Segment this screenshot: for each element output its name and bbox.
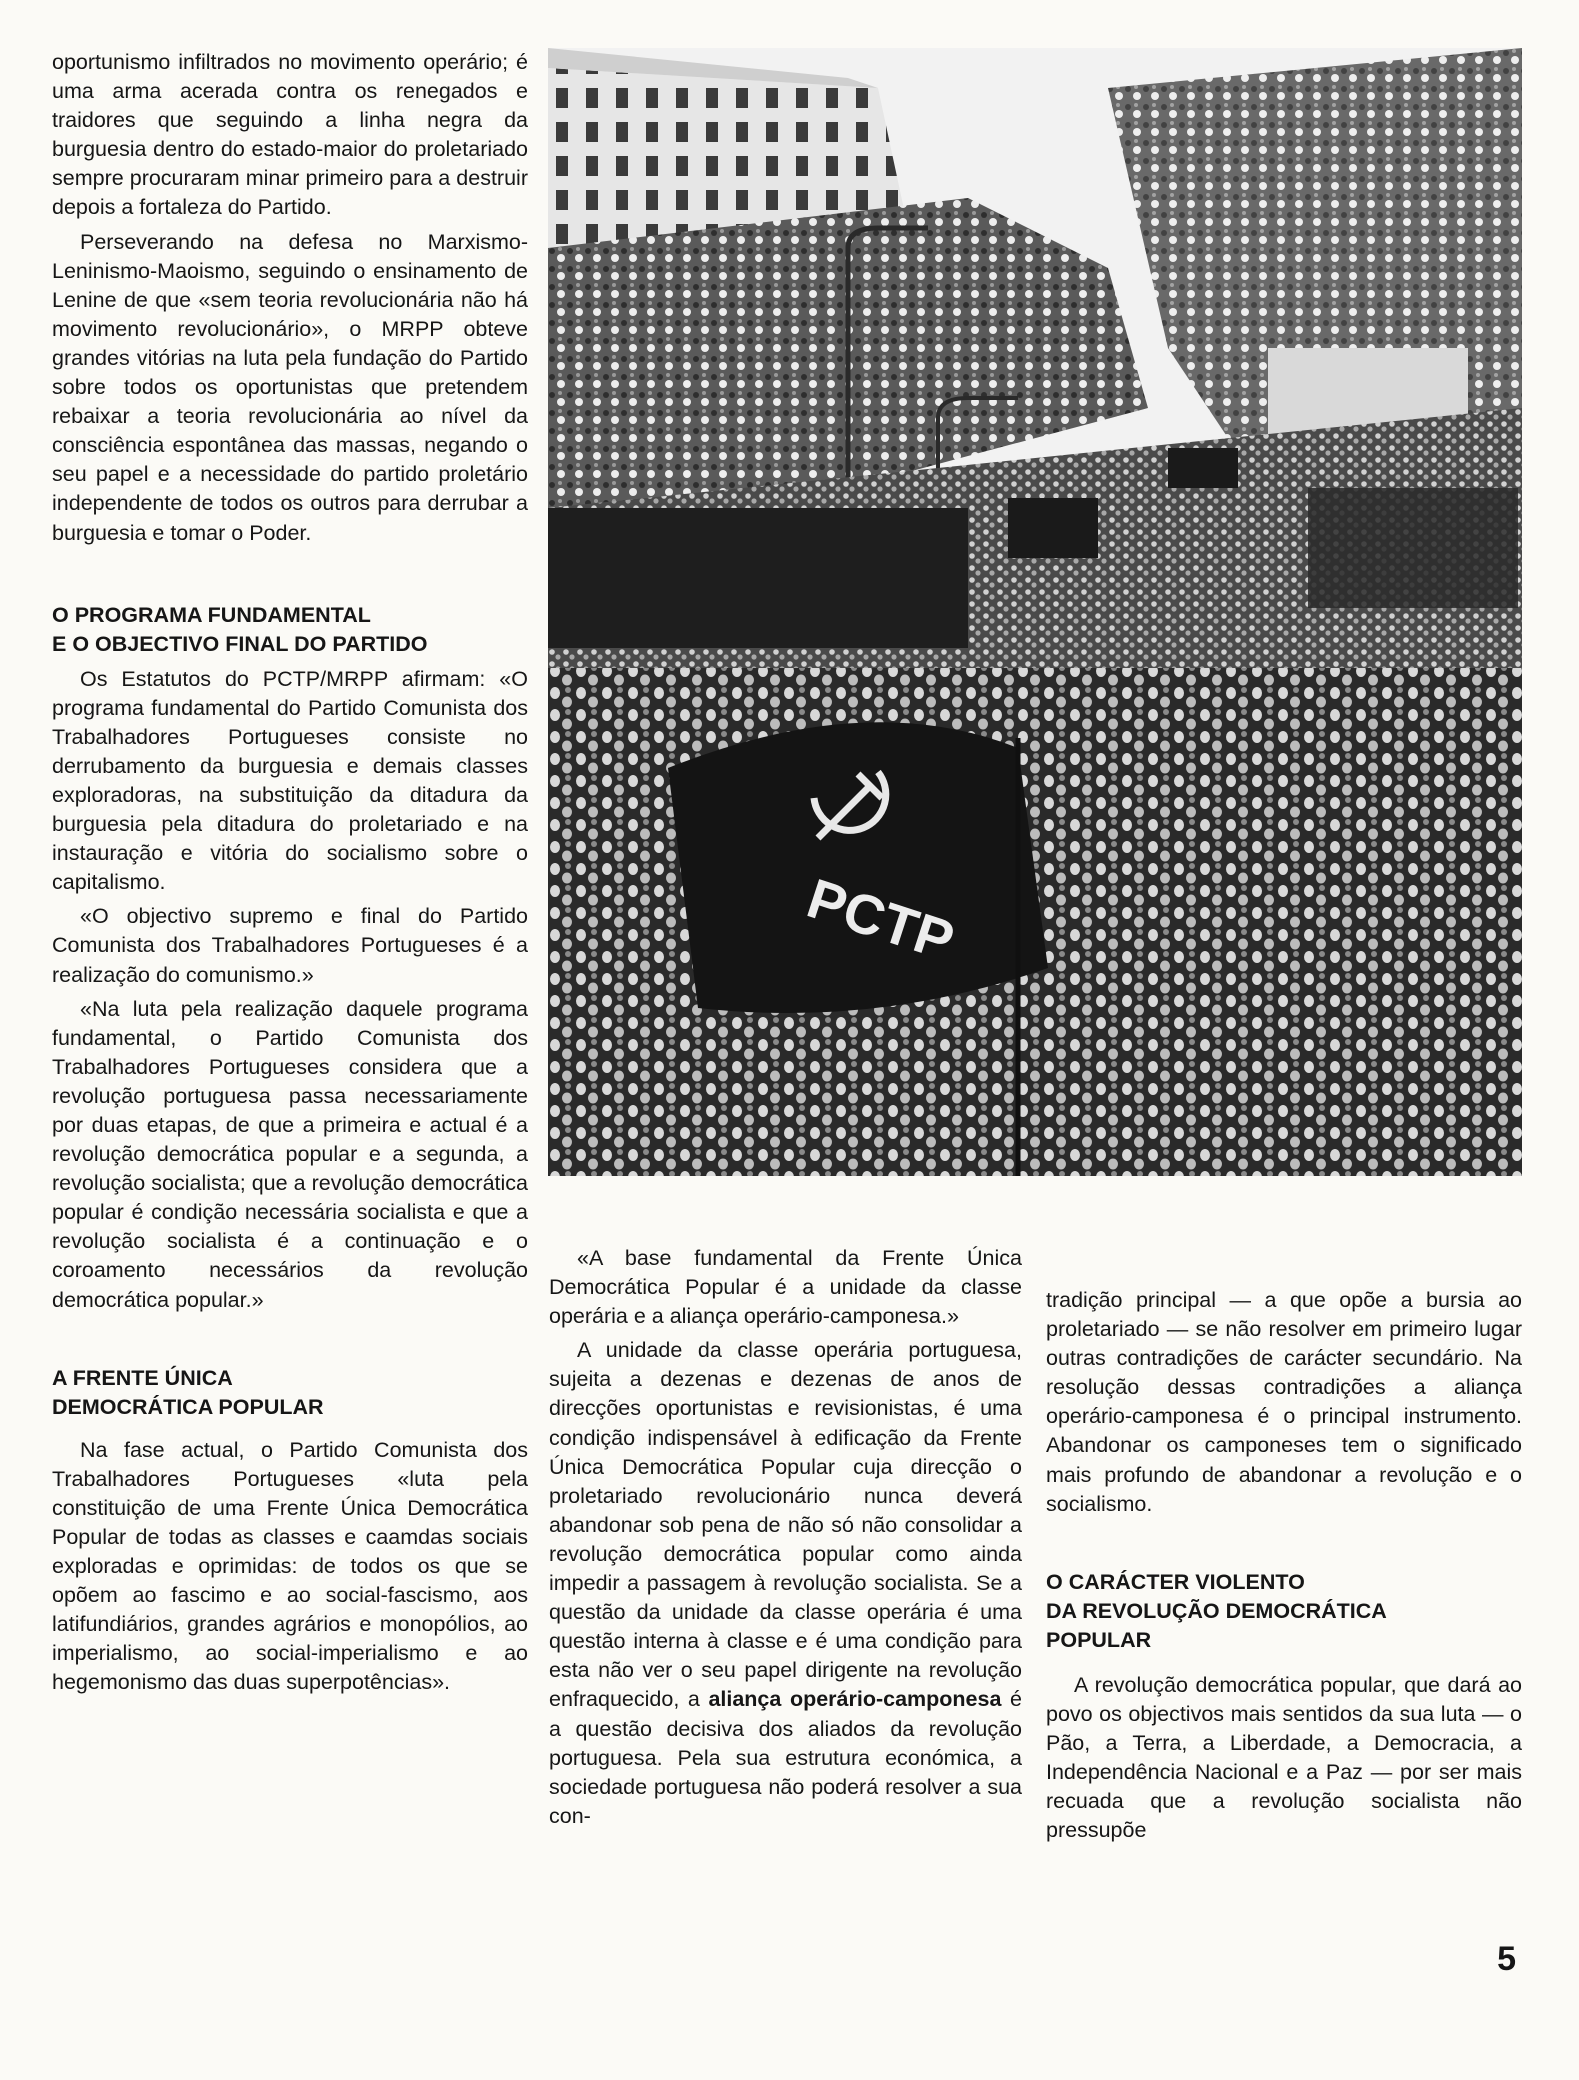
flag-text: PCTP: [800, 866, 962, 973]
heading-line: E O OBJECTIVO FINAL DO PARTIDO: [52, 631, 428, 656]
text-run: é a questão decisiva dos aliados da revolução portuguesa. Pela sua estrutura económica, a sociedade portuguesa não poderá resolver a sua con-: [549, 1687, 1022, 1828]
left-column: [52, 48, 528, 1703]
section-heading-programa: [52, 601, 528, 659]
paragraph: tradição principal — a que opõe a bursia ao proletariado — se não resolver em primeiro lugar outras contradições de carácter secundário. Na resolução dessas contradições a aliança operário-camponesa é o principal instrumento. Abandonar os camponeses tem o significado mais profundo de abandonar a revolução e o socialismo.: [1046, 1288, 1522, 1516]
middle-column: [549, 1244, 1022, 1836]
paragraph: «Na luta pela realização daquele programa fundamental, o Partido Comunista dos Trabalhadores Portugueses considera que a revolução portuguesa passa necessariamente por duas etapas, de que a primeira e actual é a revolução democrática popular e a segunda, a revolução socialista; que a revolução democrática popular é condição necessária socialista e que a revolução socialista é a continuação e o coroamento necessários da revolução democrática popular.»: [52, 996, 528, 1312]
paragraph: A revolução democrática popular, que dará ao povo os objectivos mais sentidos da sua luta — o Pão, a Terra, a Liberdade, a Democracia, a Independência Nacional e a Paz — por ser mais recuada que a revolução socialista não pressupõe: [1046, 1672, 1522, 1843]
emphasis-text: aliança operário-camponesa: [708, 1687, 1002, 1712]
paragraph: Perseverando na defesa no Marxismo-Leninismo-Maoismo, seguindo o ensinamento de Lenine de que «sem teoria revolucionária não há movimento revolucionário», o MRPP obteve grandes vitórias na luta pela fundação do Partido sobre todos os oportunistas que pretendem rebaixar a teoria revolucionária ao nível da consciência espontânea das massas, negando o seu papel e a necessidade do partido proletário independente de todos os outros para derrubar a burguesia e tomar o Poder.: [52, 229, 528, 545]
right-column: [1046, 1286, 1522, 1850]
text-run: A unidade da classe operária portuguesa, sujeita a dezenas e dezenas de anos de direcções oportunistas e revisionistas, é uma condição indispensável à edificação da Frente Única Democrática Popular cuja direcção o proletariado revolucionário nunca deverá abandonar sob pena de não só não consolidar a revolução democrática popular como ainda impedir a passagem à revolução socialista. Se a questão da unidade da classe operária é uma questão interna à classe e é uma condição para esta não ver o seu papel dirigente na revolução enfraquecido, a: [549, 1338, 1022, 1712]
paragraph: «A base fundamental da Frente Única Democrática Popular é a unidade da classe operária e a aliança operário-camponesa.»: [549, 1246, 1022, 1329]
paragraph: Na fase actual, o Partido Comunista dos Trabalhadores Portugueses «luta pela constituição de uma Frente Única Democrática Popular de todas as classes e caamdas sociais exploradas e oprimidas: de todos os que se opõem ao fascimo e ao social-fascismo, aos latifundiários, grandes agrários e monopólios, ao imperialismo, ao social-imperialismo e ao hegemonismo das duas superpotências».: [52, 1437, 528, 1695]
paragraph: Os Estatutos do PCTP/MRPP afirmam: «O programa fundamental do Partido Comunista dos Trabalhadores Portugueses consiste no derrubamento da burguesia e demais classes exploradoras, na substituição da ditadura da burguesia pela ditadura do proletariado e na instauração e vitória do socialismo sobre o capitalismo.: [52, 666, 528, 895]
demonstration-photo: [548, 48, 1522, 1176]
heading-line: O PROGRAMA FUNDAMENTAL: [52, 602, 371, 627]
heading-line: POPULAR: [1046, 1627, 1152, 1652]
heading-line: O CARÁCTER VIOLENTO: [1046, 1569, 1305, 1594]
paragraph: «O objectivo supremo e final do Partido Comunista dos Trabalhadores Portugueses é a realização do comunismo.»: [52, 904, 528, 987]
section-heading-violento: [1046, 1568, 1522, 1655]
section-heading-frente: [52, 1364, 528, 1422]
page-number: 5: [1497, 1940, 1516, 1978]
paragraph: [549, 1336, 1022, 1831]
paragraph: oportunismo infiltrados no movimento operário; é uma arma acerada contra os renegados e traidores que seguindo a linha negra da burguesia dentro do estado-maior do proletariado sempre procuraram minar primeiro para a destruir depois a fortaleza do Partido.: [52, 50, 528, 220]
heading-line: A FRENTE ÚNICA: [52, 1365, 233, 1390]
heading-line: DEMOCRÁTICA POPULAR: [52, 1394, 324, 1419]
heading-line: DA REVOLUÇÃO DEMOCRÁTICA: [1046, 1598, 1387, 1623]
